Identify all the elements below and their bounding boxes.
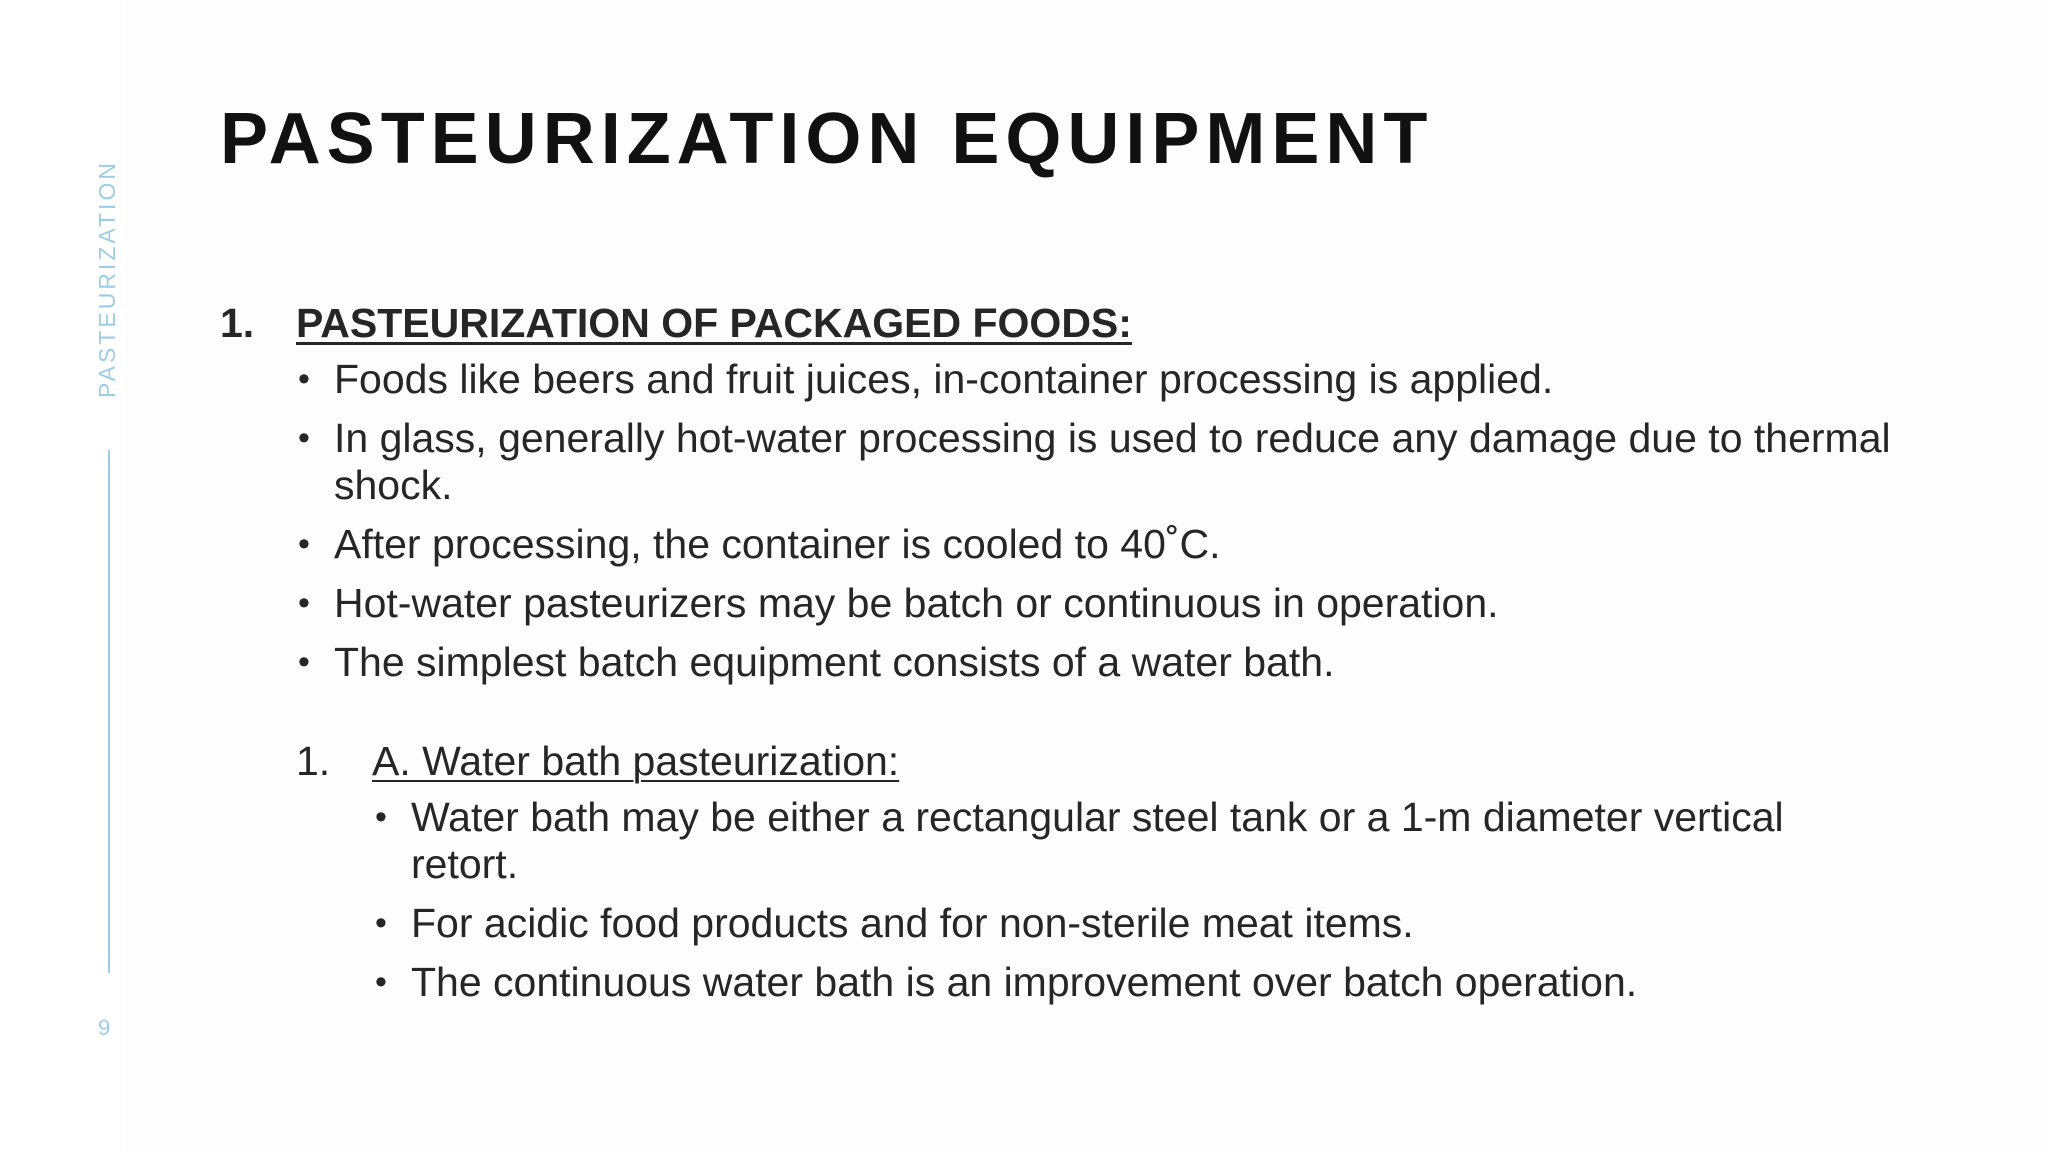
subsection-heading-text: A. Water bath pasteurization: — [372, 738, 900, 784]
list-item-text: Hot-water pasteurizers may be batch or continuous in operation. — [334, 580, 1499, 626]
section-heading-text: PASTEURIZATION OF PACKAGED FOODS: — [296, 300, 1132, 346]
slide-title: PASTEURIZATION EQUIPMENT — [220, 99, 1434, 179]
list-item — [298, 639, 1900, 686]
subsection-bullet-list — [220, 794, 1900, 1006]
list-item — [298, 415, 1900, 509]
page-number: 9 — [98, 1015, 111, 1040]
bullet-icon: • — [298, 419, 310, 457]
section-heading — [220, 300, 1900, 356]
list-item — [375, 794, 1900, 888]
bullet-icon: • — [375, 798, 387, 836]
bullet-icon: • — [375, 963, 387, 1001]
list-item — [375, 959, 1900, 1006]
list-item-text: In glass, generally hot-water processing is used to reduce any damage due to thermal shock. — [334, 415, 1891, 508]
list-item — [375, 900, 1900, 947]
list-item-text: The simplest batch equipment consists of a water bath. — [334, 639, 1335, 685]
section-bullet-list — [220, 356, 1900, 686]
section-number: 1. — [220, 300, 255, 346]
slide-body — [220, 300, 1900, 1018]
list-item-text: For acidic food products and for non-sterile meat items. — [411, 900, 1414, 946]
side-divider-line — [108, 450, 110, 973]
subsection-heading — [220, 738, 1900, 794]
list-item — [298, 356, 1900, 403]
bullet-icon: • — [298, 584, 310, 622]
list-item — [298, 521, 1900, 568]
section-side-label: PASTEURIZATION — [94, 160, 120, 398]
bullet-icon: • — [298, 525, 310, 563]
bullet-icon: • — [298, 643, 310, 681]
list-item — [298, 580, 1900, 627]
list-item-text: After processing, the container is cooled to 40˚C. — [334, 521, 1221, 567]
bullet-icon: • — [298, 360, 310, 398]
list-item-text: Foods like beers and fruit juices, in-container processing is applied. — [334, 356, 1554, 402]
bullet-icon: • — [375, 904, 387, 942]
subsection-number: 1. — [296, 738, 331, 784]
list-item-text: The continuous water bath is an improvement over batch operation. — [411, 959, 1638, 1005]
list-item-text: Water bath may be either a rectangular steel tank or a 1-m diameter vertical retort. — [411, 794, 1784, 887]
